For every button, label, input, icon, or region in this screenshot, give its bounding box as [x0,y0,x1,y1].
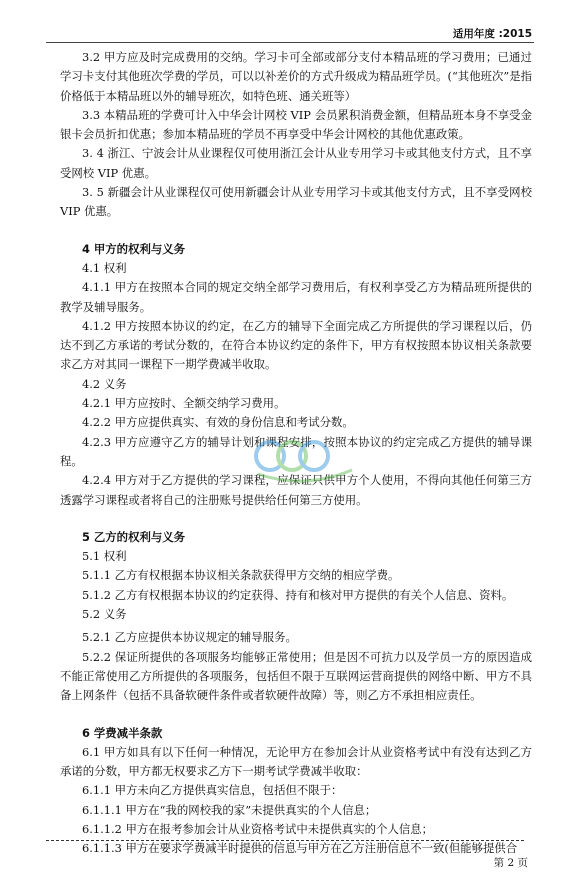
clause-4-2-2: 4.2.2 甲方应提供真实、有效的身份信息和考试分数。 [82,415,354,430]
clause-3-5: 3. 5 新疆会计从业课程仅可使用新疆会计从业专用学习卡或其他支付方式，且不享受网校 VIP 优惠。 [60,185,532,219]
clause-3-2: 3.2 甲方应及时完成费用的交纳。学习卡可全部或部分支付本精品班的学习费用；已通过学习卡支付其他班次学费的学员，可以以补差价的方式升级成为精品班学员。(“其他班次”是指价格低于本精品班以外的辅导班次，如特色班、通关班等） [60,50,532,103]
clause-3-3: 3.3 本精品班的学费可计入中华会计网校 VIP 会员累积消费金额，但精品班本身不享受金银卡会员折扣优惠；参加本精品班的学员不再享受中华会计网校的其他优惠政策。 [60,107,532,142]
clause-6-1: 6.1 甲方如具有以下任何一种情况，无论甲方在参加会计从业资格考试中有没有达到乙方承诺的分数，甲方都无权要求乙方下一期考试学费减半收取： [60,744,532,779]
header-rule [46,42,534,43]
clause-4-1-2: 4.1.2 甲方按照本协议的约定，在乙方的辅导下全面完成乙方所提供的学习课程以后，仍达不到乙方承诺的考试分数的，在符合本协议约定的条件下，甲方有权按照本协议相关条款要求乙方对其同一课程下一期学费减半收取。 [60,318,532,372]
clause-4-2-4: 4.2.4 甲方对于乙方提供的学习课程，应保证只供甲方个人使用，不得向其他任何第三方透露学习课程或者将自己的注册账号提供给任何第三方使用。 [60,473,532,507]
section-5-title: 5 乙方的权利与义务 [82,529,186,544]
clause-4-2-1: 4.2.1 甲方应按时、全额交纳学习费用。 [82,396,286,411]
page-number: 第 2 页 [493,857,528,869]
footer-rule [46,840,524,841]
section-6-title: 6 学费减半条款 [82,725,163,740]
clause-5-2-1: 5.2.1 乙方应提供本协议规定的辅导服务。 [82,630,297,645]
header-year-label: 适用年度 :2015 [452,28,532,40]
heading-5-1: 5.1 权利 [82,549,127,564]
heading-5-2: 5.2 义务 [82,607,127,622]
clause-6-1-1-2: 6.1.1.2 甲方在报考参加会计从业资格考试中未提供真实的个人信息； [82,821,434,836]
clause-6-1-1-3: 6.1.1.3 甲方在要求学费减半时提供的信息与甲方在乙方注册信息不一致(但能够提供合 [82,841,518,856]
clause-4-2-3: 4.2.3 甲方应遵守乙方的辅导计划和课程安排，按照本协议的约定完成乙方提供的辅导课程。 [60,434,532,468]
clause-6-1-1: 6.1.1 甲方未向乙方提供真实信息，包括但不限于： [82,783,343,798]
section-4-title: 4 甲方的权利与义务 [82,241,186,256]
clause-5-2-2: 5.2.2 保证所提供的各项服务均能够正常使用；但是因不可抗力以及学员一方的原因造成不能正常使用乙方所提供的各项服务，包括但不限于互联网运营商提供的网络中断、甲方不具备上网条件（包括不具备软硬件条件或者软硬件故障）等，则乙方不承担相应责任。 [60,649,532,703]
heading-4-1: 4.1 权利 [82,260,127,275]
clause-4-1-1: 4.1.1 甲方在按照本合同的规定交纳全部学习费用后，有权利享受乙方为精品班所提供的教学及辅导服务。 [60,280,532,314]
site-watermark-logo [248,430,360,488]
clause-3-4: 3. 4 浙江、宁波会计从业课程仅可使用浙江会计从业专用学习卡或其他支付方式，且不享受网校 VIP 优惠。 [60,146,532,180]
clause-5-1-1: 5.1.1 乙方有权根据本协议相关条款获得甲方交纳的相应学费。 [82,568,400,583]
clause-5-1-2: 5.1.2 乙方有权根据本协议的约定获得、持有和核对甲方提供的有关个人信息、资料。 [82,587,514,602]
heading-4-2: 4.2 义务 [82,376,127,391]
clause-6-1-1-1: 6.1.1.1 甲方在“我的网校我的家”未提供真实的个人信息； [82,802,377,817]
